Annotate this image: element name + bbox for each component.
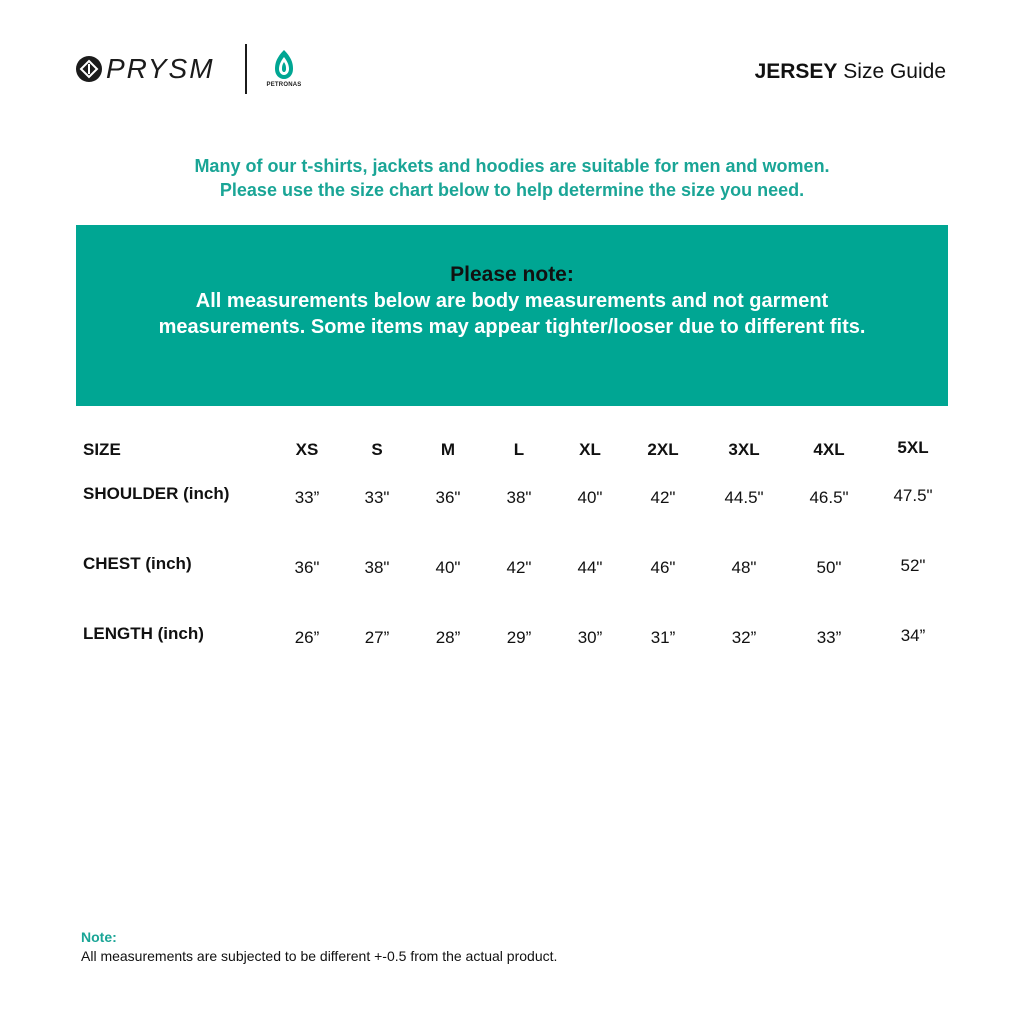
length-value: 29” [506, 628, 532, 647]
prysm-diamond-icon [76, 56, 102, 82]
logo-divider [245, 44, 247, 94]
header [0, 0, 1024, 110]
shoulder-value: 40" [577, 488, 603, 507]
size-cell: XL [579, 440, 601, 459]
shoulder-value: 38" [506, 488, 532, 507]
shoulder-value: 33" [364, 488, 390, 507]
chest-value: 52" [900, 556, 926, 575]
intro-line-2: Please use the size chart below to help determine the size you need. [219, 180, 805, 200]
size-header-row [0, 440, 1024, 470]
chest-value: 40" [435, 558, 461, 577]
shoulder-value: 47.5" [893, 486, 933, 505]
shoulder-value: 44.5" [724, 488, 764, 507]
size-cell: 2XL [647, 440, 679, 459]
shoulder-value: 36" [435, 488, 461, 507]
page-title [755, 60, 946, 84]
notice-title: Please note: [450, 263, 574, 286]
petronas-drop-icon [262, 48, 306, 82]
chest-value: 42" [506, 558, 532, 577]
chest-value: 44" [577, 558, 603, 577]
length-value: 33” [816, 628, 842, 647]
shoulder-row [0, 484, 1024, 514]
size-cell: XS [295, 440, 319, 459]
chest-value: 46" [650, 558, 676, 577]
petronas-logo [262, 48, 306, 90]
chest-value: 38" [364, 558, 390, 577]
size-cell: S [371, 440, 383, 459]
chest-row [0, 554, 1024, 584]
notice-banner [76, 225, 948, 406]
page-title-bold: JERSEY [754, 60, 838, 83]
size-table [0, 430, 1024, 670]
shoulder-label: SHOULDER (inch) [83, 484, 230, 503]
page-title-rest: Size Guide [837, 60, 946, 83]
chest-label: CHEST (inch) [83, 554, 192, 573]
length-value: 32” [731, 628, 757, 647]
size-header-label: SIZE [83, 440, 121, 459]
intro-line-1: Many of our t-shirts, jackets and hoodies are suitable for men and women. [194, 156, 830, 176]
length-value: 26” [294, 628, 320, 647]
chest-value: 50" [816, 558, 842, 577]
footnote-title: Note: [81, 929, 117, 945]
size-cell: 3XL [728, 440, 760, 459]
length-value: 28” [435, 628, 461, 647]
footnote [81, 928, 557, 966]
petronas-wordmark: PETRONAS [266, 82, 302, 88]
prysm-logo [76, 52, 215, 86]
length-value: 30” [577, 628, 603, 647]
size-cell: L [513, 440, 525, 459]
length-value: 34” [900, 626, 926, 645]
prysm-wordmark: PRYSM [106, 53, 215, 84]
length-label: LENGTH (inch) [83, 624, 204, 643]
notice-body: All measurements below are body measurements and not garment measurements. Some items may appear tighter/looser due to different fits. [158, 290, 866, 338]
length-row [0, 624, 1024, 654]
length-value: 31” [650, 628, 676, 647]
size-cell: 4XL [813, 440, 845, 459]
size-cell: 5XL [897, 438, 929, 457]
chest-value: 36" [294, 558, 320, 577]
shoulder-value: 46.5" [809, 488, 849, 507]
shoulder-value: 33” [294, 488, 320, 507]
footnote-body: All measurements are subjected to be different +-0.5 from the actual product. [81, 948, 558, 964]
intro-text [0, 154, 1024, 202]
chest-value: 48" [731, 558, 757, 577]
shoulder-value: 42" [650, 488, 676, 507]
size-cell: M [440, 440, 456, 459]
length-value: 27” [364, 628, 390, 647]
